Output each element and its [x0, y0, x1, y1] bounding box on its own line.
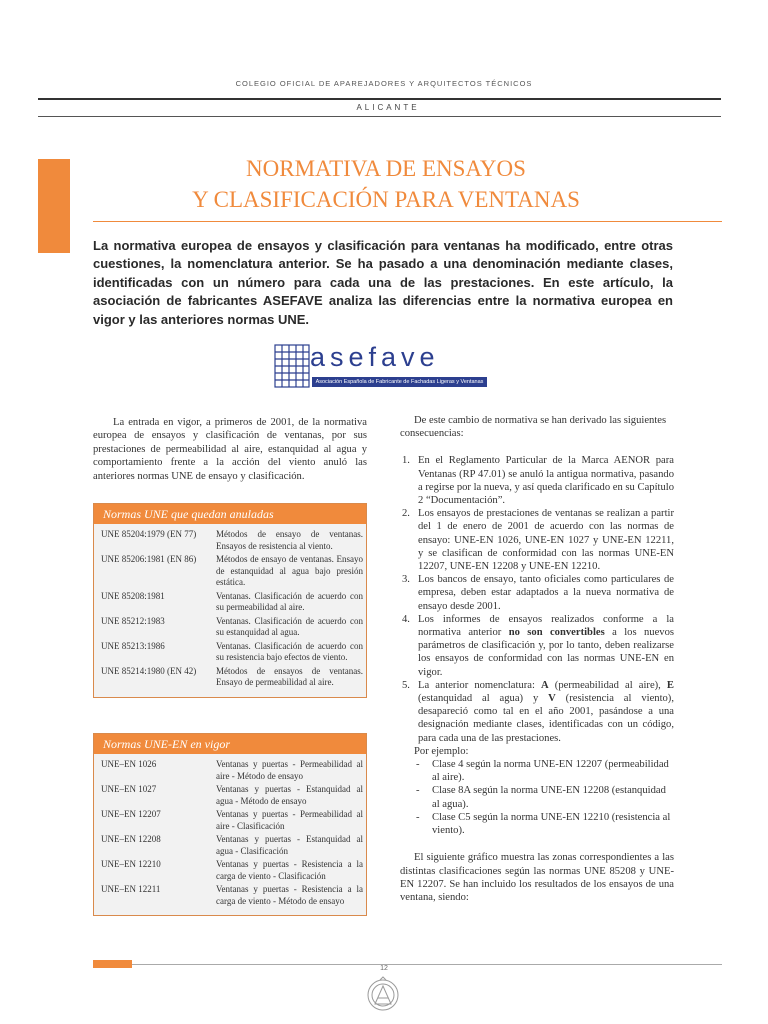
item-text-pre: Los informes de ensayos realizados conforme a la normativa anterior — [418, 613, 674, 639]
table-row — [101, 859, 363, 882]
class-v-bold: V — [548, 693, 556, 705]
asefave-logo — [274, 344, 486, 392]
header-rule-top — [38, 98, 721, 100]
footer-accent — [93, 960, 132, 968]
table-en-heading: Normas UNE-EN en vigor — [94, 734, 366, 754]
row-desc: Ventanas y puertas - Permeabilidad al aire - Clasificación — [216, 809, 363, 831]
list-item — [400, 679, 674, 745]
dash-icon: - — [416, 785, 420, 797]
class-e-bold: E — [666, 679, 674, 691]
item-text-bold: no son convertibles — [508, 627, 605, 639]
title-line-2: Y CLASIFICACIÓN PARA VENTANAS — [192, 187, 580, 212]
item-text: En el Reglamento Particular de la Marca AENOR para Ventanas (RP 47.01) se anuló la antigua normativa, pasando a regirse por la nueva, y así queda clarificado en su Capítulo 2 “Documentación”. — [418, 455, 674, 507]
table-une-heading: Normas UNE que quedan anuladas — [94, 504, 366, 524]
row-code: UNE–EN 1027 — [101, 784, 157, 794]
list-item — [400, 507, 674, 573]
row-desc: Ventanas y puertas - Estanquidad al agua - Método de ensayo — [216, 784, 363, 806]
table-row — [101, 591, 363, 614]
item-text-d: (estanquidad al agua) y — [418, 693, 549, 705]
table-row — [101, 666, 363, 689]
left-intro-text — [93, 416, 367, 483]
row-code: UNE–EN 12210 — [101, 859, 161, 869]
item-number: 4. — [402, 613, 410, 625]
row-code: UNE 85204:1979 (EN 77) — [101, 529, 197, 539]
list-item — [400, 613, 674, 679]
item-number: 1. — [402, 455, 410, 467]
row-code: UNE 85206:1981 (EN 86) — [101, 554, 197, 564]
table-en-body — [94, 754, 366, 915]
row-desc: Ventanas y puertas - Resistencia a la carga de viento - Clasificación — [216, 859, 363, 881]
list-item — [400, 454, 674, 507]
item-text-post: a los nuevos parámetros de clasificación y, por lo tanto, deben realizarse los ensayos de conformidad con las normas UNE-EN en vigor. — [418, 627, 674, 678]
right-column — [400, 414, 674, 904]
row-desc: Métodos de ensayo de ventanas. Ensayos de resistencia al viento. — [216, 529, 363, 551]
dash-icon: - — [416, 759, 420, 771]
logo-subtitle: Asociación Española de Fabricante de Fachadas Ligeras y Ventanas — [312, 377, 487, 387]
header-rule-bottom — [38, 116, 721, 117]
row-code: UNE 85213:1986 — [101, 640, 165, 651]
item-number: 5. — [402, 679, 410, 691]
list-item — [414, 811, 674, 837]
row-desc: Ventanas y puertas - Permeabilidad al aire - Método de ensayo — [216, 759, 363, 781]
item-number: 2. — [402, 508, 410, 520]
footer-rule — [132, 964, 722, 965]
row-desc: Métodos de ensayos de ventanas. Ensayo de permeabilidad al aire. — [216, 665, 363, 687]
item-text-a: La anterior nomenclatura: — [418, 679, 542, 691]
logo-wordmark: asefave — [310, 342, 440, 372]
table-une-body — [94, 524, 366, 697]
table-row — [101, 784, 363, 807]
row-code: UNE 85212:1983 — [101, 615, 165, 626]
city-name: ALICANTE — [356, 103, 420, 112]
example-label: Por ejemplo: — [414, 745, 469, 757]
consequences-list — [400, 454, 674, 744]
closing-paragraph: El siguiente gráfico muestra las zonas correspondientes a las distintas clasificaciones según las normas UNE 85208 y UNE-EN 12207. Se han incluido los resultados de los ensayos de una ventana, siendo: — [400, 852, 674, 903]
consequences-lead: De este cambio de normativa se han derivado las siguientes consecuencias: — [400, 415, 667, 440]
item-text-e: (resistencia al viento), desapareció como tal en el año 2001, pasándose a una designación mediante clases, identificadas con un código, para cada una de las prestaciones. — [418, 693, 674, 744]
row-code: UNE–EN 12207 — [101, 809, 161, 819]
row-code: UNE–EN 12211 — [101, 884, 161, 894]
table-row — [101, 834, 363, 857]
row-desc: Ventanas. Clasificación de acuerdo con su permeabilidad al aire. — [216, 590, 363, 612]
list-item — [414, 784, 674, 810]
row-desc: Métodos de ensayo de ventanas. Ensayo de estanquidad al agua bajo presión estática. — [216, 554, 363, 587]
row-desc: Ventanas y puertas - Resistencia a la carga de viento - Método de ensayo — [216, 884, 363, 906]
table-row — [101, 884, 363, 907]
row-desc: Ventanas. Clasificación de acuerdo con su estanquidad al agua. — [216, 615, 363, 637]
row-code: UNE 85214:1980 (EN 42) — [101, 665, 197, 676]
table-row — [101, 529, 363, 552]
item-text-c: (permeabilidad al aire), — [548, 679, 667, 691]
table-row — [101, 759, 363, 782]
college-name: COLEGIO OFICIAL DE APAREJADORES Y ARQUITECTOS TÉCNICOS — [235, 79, 533, 88]
row-code: UNE–EN 12208 — [101, 834, 161, 844]
example-text: Clase C5 según la norma UNE-EN 12210 (resistencia al viento). — [432, 811, 671, 837]
table-row — [101, 809, 363, 832]
dash-icon: - — [416, 811, 420, 823]
row-code: UNE–EN 1026 — [101, 759, 157, 769]
page-number: 12 — [380, 965, 388, 972]
left-paragraph: La entrada en vigor, a primeros de 2001, de la normativa europea de ensayos y clasificación de ventanas, por sus prestaciones de permeabilidad al aire, estanquidad al agua y comportamiento frente a la acción del viento anuló las anteriores normas UNE de ensayo y clasificación. — [93, 417, 367, 482]
example-text: Clase 8A según la norma UNE-EN 12208 (estanquidad al agua). — [432, 785, 666, 810]
table-row — [101, 554, 363, 589]
college-seal-icon — [366, 976, 400, 1012]
table-row — [101, 641, 363, 664]
title-rule — [93, 221, 722, 222]
class-a-bold: A — [541, 679, 549, 691]
intro-paragraph: La normativa europea de ensayos y clasificación para ventanas ha modificado, entre otras cuestiones, la nomenclatura anterior. Se ha pasado a una denominación mediante clases, identificadas con un número para cada una de las prestaciones. En este artículo, la asociación de fabricantes ASEFAVE analiza las diferencias entre la normativa europea en vigor y las anteriores normas UNE. — [93, 238, 673, 327]
list-item — [414, 758, 674, 784]
item-number: 3. — [402, 574, 410, 586]
article-title — [76, 153, 696, 215]
row-desc: Ventanas. Clasificación de acuerdo con su resistencia bajo efectos de viento. — [216, 640, 363, 662]
logo-grid-icon — [274, 344, 310, 388]
row-code: UNE 85208:1981 — [101, 590, 165, 601]
example-text: Clase 4 según la norma UNE-EN 12207 (permeabilidad al aire). — [432, 759, 669, 784]
item-text: Los bancos de ensayo, tanto oficiales como particulares de empresa, deben estar adaptados a la nueva normativa de ensayo desde 2001. — [418, 574, 674, 612]
row-desc: Ventanas y puertas - Estanquidad al agua - Clasificación — [216, 834, 363, 856]
table-une-anuladas — [93, 503, 367, 698]
table-une-en-vigor — [93, 733, 367, 916]
list-item — [400, 573, 674, 613]
accent-block — [38, 159, 70, 253]
item-text: Los ensayos de prestaciones de ventanas se realizan a partir del 1 de enero de 2001 de acuerdo con las normas de ensayo: UNE-EN 1026, UNE-EN 1027 y UNE-EN 12211, y se clasifican de conformidad con las normas UNE-EN 12207, UNE-EN 12208 y UNE-EN 12210. — [418, 508, 674, 573]
examples-list — [414, 758, 674, 837]
title-line-1: NORMATIVA DE ENSAYOS — [246, 156, 526, 181]
table-row — [101, 616, 363, 639]
